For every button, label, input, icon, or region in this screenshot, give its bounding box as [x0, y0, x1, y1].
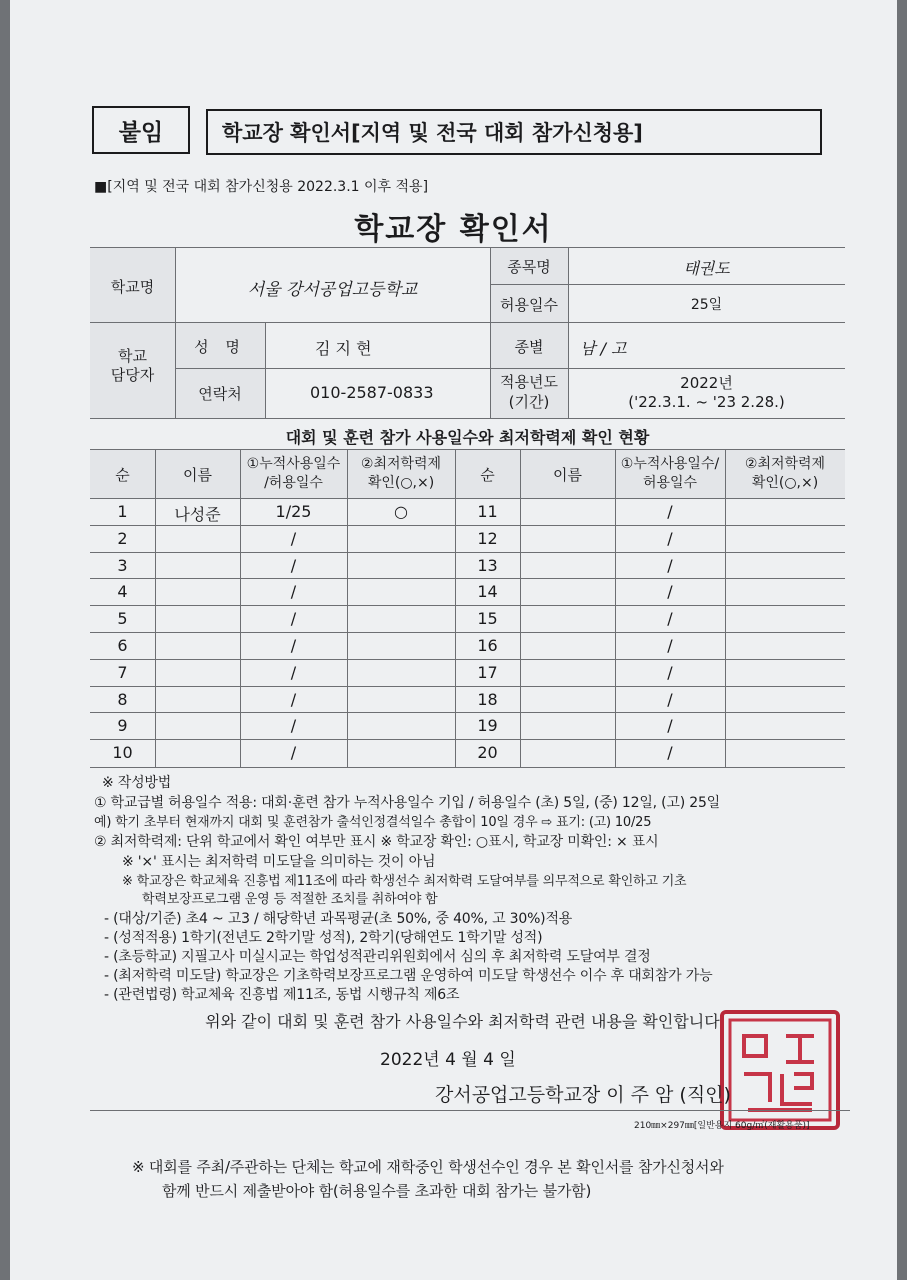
row-days: /: [290, 690, 297, 709]
note-5: - (초등학교) 지필고사 미실시교는 학업성적관리위원회에서 심의 후 최저학력 도달여부 결정: [104, 949, 651, 965]
row-days: 1/25: [275, 502, 312, 521]
note-7: - (관련법령) 학교체육 진흥법 제11조, 동법 시행규칙 제6조: [104, 987, 460, 1003]
row-days-2: /: [667, 690, 673, 709]
row-days-2: /: [667, 609, 673, 628]
note-6: - (최저학력 미도달) 학교장은 기초학력보장프로그램 운영하여 미도달 학생선수 이수 후 대회참가 가능: [104, 968, 713, 984]
row-days: /: [290, 716, 297, 735]
row-name: 나성준: [174, 505, 221, 524]
note-2: ② 최저학력제: 단위 학교에서 확인 여부만 표시 ※ 학교장 확인: ○표시, 학교장 미확인: × 표시: [94, 834, 659, 850]
row-no: 1: [117, 502, 128, 521]
form-title: 학교장 확인서[지역 및 전국 대회 참가신청용]: [222, 121, 643, 145]
col-days: ①누적사용일수 /허용일수: [246, 456, 341, 491]
name-value: 김 지 현: [315, 339, 372, 358]
row-no-2: 15: [477, 609, 498, 628]
col-no-2: 순: [480, 466, 495, 484]
row-no: 6: [117, 636, 128, 655]
row-days: /: [290, 743, 297, 762]
row-days-2: /: [667, 529, 673, 548]
name-label: 성 명: [194, 338, 246, 356]
footer-note-2: 함께 반드시 제출받아야 함(허용일수를 초과한 대회 참가는 불가함): [162, 1182, 592, 1200]
row-no-2: 13: [477, 556, 498, 575]
row-no: 9: [117, 716, 128, 735]
row-no-2: 19: [477, 716, 498, 735]
document-title: 학교장 확인서: [354, 212, 553, 247]
row-no: 3: [117, 556, 128, 575]
table-title: 대회 및 훈련 참가 사용일수와 최저학력제 확인 현황: [285, 428, 650, 447]
row-no: 4: [117, 582, 128, 601]
row-no: 10: [112, 743, 133, 762]
row-days-2: /: [667, 743, 673, 762]
col-grade-2: ②최저학력제 확인(○,×): [744, 456, 826, 491]
row-no: 8: [117, 690, 128, 709]
paper-size-note: 210㎜×297㎜[일반용지 60g/㎡(재활용품)]: [634, 1121, 810, 1131]
school-label: 학교명: [110, 278, 155, 296]
row-days-2: /: [667, 663, 673, 682]
note-4: - (성적적용) 1학기(전년도 2학기말 성적), 2학기(당해연도 1학기말 성적): [104, 930, 543, 946]
attachment-tag: [92, 106, 190, 154]
row-no-2: 12: [477, 529, 498, 548]
row-no-2: 18: [477, 690, 498, 709]
sport-value: 태권도: [683, 259, 730, 278]
contact-value: 010-2587-0833: [310, 383, 434, 402]
col-name-2: 이름: [553, 466, 582, 484]
notes-heading: ※ 작성방법: [102, 775, 172, 791]
row-no-2: 16: [477, 636, 498, 655]
manager-label: 학교 담당자: [110, 347, 155, 384]
form-title-box: [206, 109, 822, 155]
note-2-b-cont: 학력보장프로그램 운영 등 적절한 조치를 취하여야 함: [142, 892, 438, 907]
issue-date: 2022년 4 월 4 일: [380, 1050, 516, 1070]
applicability-note: ■[지역 및 전국 대회 참가신청용 2022.3.1 이후 적용]: [94, 179, 429, 195]
row-no-2: 17: [477, 663, 498, 682]
note-1-example: 예) 학기 초부터 현재까지 대회 및 훈련참가 출석인정결석일수 총합이 10일 경우 ⇨ 표기: (고) 10/25: [94, 815, 652, 830]
row-days-2: /: [667, 582, 673, 601]
year-value: 2022년: [680, 374, 733, 392]
col-days-2: ①누적사용일수/ 허용일수: [620, 456, 720, 491]
school-value: 서울 강서공업고등학교: [247, 280, 418, 300]
note-3: - (대상/기준) 초4 ~ 고3 / 해당학년 과목평균(초 50%, 중 40%, 고 30%)적용: [104, 911, 573, 927]
confirmation-text: 위와 같이 대회 및 훈련 참가 사용일수와 최저학력 관련 내용을 확인합니다.: [205, 1012, 725, 1031]
note-2-b: ※ 학교장은 학교체육 진흥법 제11조에 따라 학생선수 최저학력 도달여부를 의무적으로 확인하고 기초: [122, 874, 687, 889]
row-no: 7: [117, 663, 128, 682]
allowed-days-label: 허용일수: [500, 296, 558, 314]
row-no: 2: [117, 529, 128, 548]
note-1: ① 학교급별 허용일수 적용: 대회·훈련 참가 누적사용일수 기입 / 허용일수 (초) 5일, (중) 12일, (고) 25일: [94, 795, 721, 811]
gender-label: 종별: [514, 338, 544, 356]
contact-label: 연락처: [198, 385, 242, 403]
row-days: /: [290, 663, 297, 682]
row-days-2: /: [667, 556, 673, 575]
row-days-2: /: [667, 502, 673, 521]
row-days-2: /: [667, 716, 673, 735]
col-no: 순: [115, 466, 130, 484]
gender-value: 남 / 고: [580, 339, 627, 358]
official-seal: [720, 1010, 840, 1130]
col-name: 이름: [183, 466, 212, 484]
row-no-2: 14: [477, 582, 498, 601]
row-no-2: 20: [477, 743, 498, 762]
note-2-a: ※ '×' 표시는 최저학력 미도달을 의미하는 것이 아님: [122, 854, 436, 870]
allowed-days-value: 25일: [690, 297, 723, 313]
row-grade: ○: [394, 502, 408, 521]
row-no: 5: [117, 609, 128, 628]
year-label: 적용년도 (기간): [500, 373, 558, 411]
attachment-tag-label: 붙임: [118, 119, 164, 146]
sport-label: 종목명: [507, 258, 551, 276]
row-days: /: [290, 636, 297, 655]
footer-note-1: ※ 대회를 주최/주관하는 단체는 학교에 재학중인 학생선수인 경우 본 확인서를 참가신청서와: [132, 1158, 724, 1176]
document-page: [10, 0, 897, 1280]
col-grade: ②최저학력제 확인(○,×): [360, 456, 442, 491]
row-days: /: [290, 582, 297, 601]
row-no-2: 11: [477, 502, 498, 521]
period-value: ('22.3.1. ~ '23 2.28.): [628, 393, 785, 411]
row-days: /: [290, 529, 297, 548]
row-days-2: /: [667, 636, 673, 655]
row-days: /: [290, 609, 297, 628]
signer: 강서공업고등학교장 이 주 암 (직인): [435, 1084, 731, 1106]
row-days: /: [290, 556, 297, 575]
